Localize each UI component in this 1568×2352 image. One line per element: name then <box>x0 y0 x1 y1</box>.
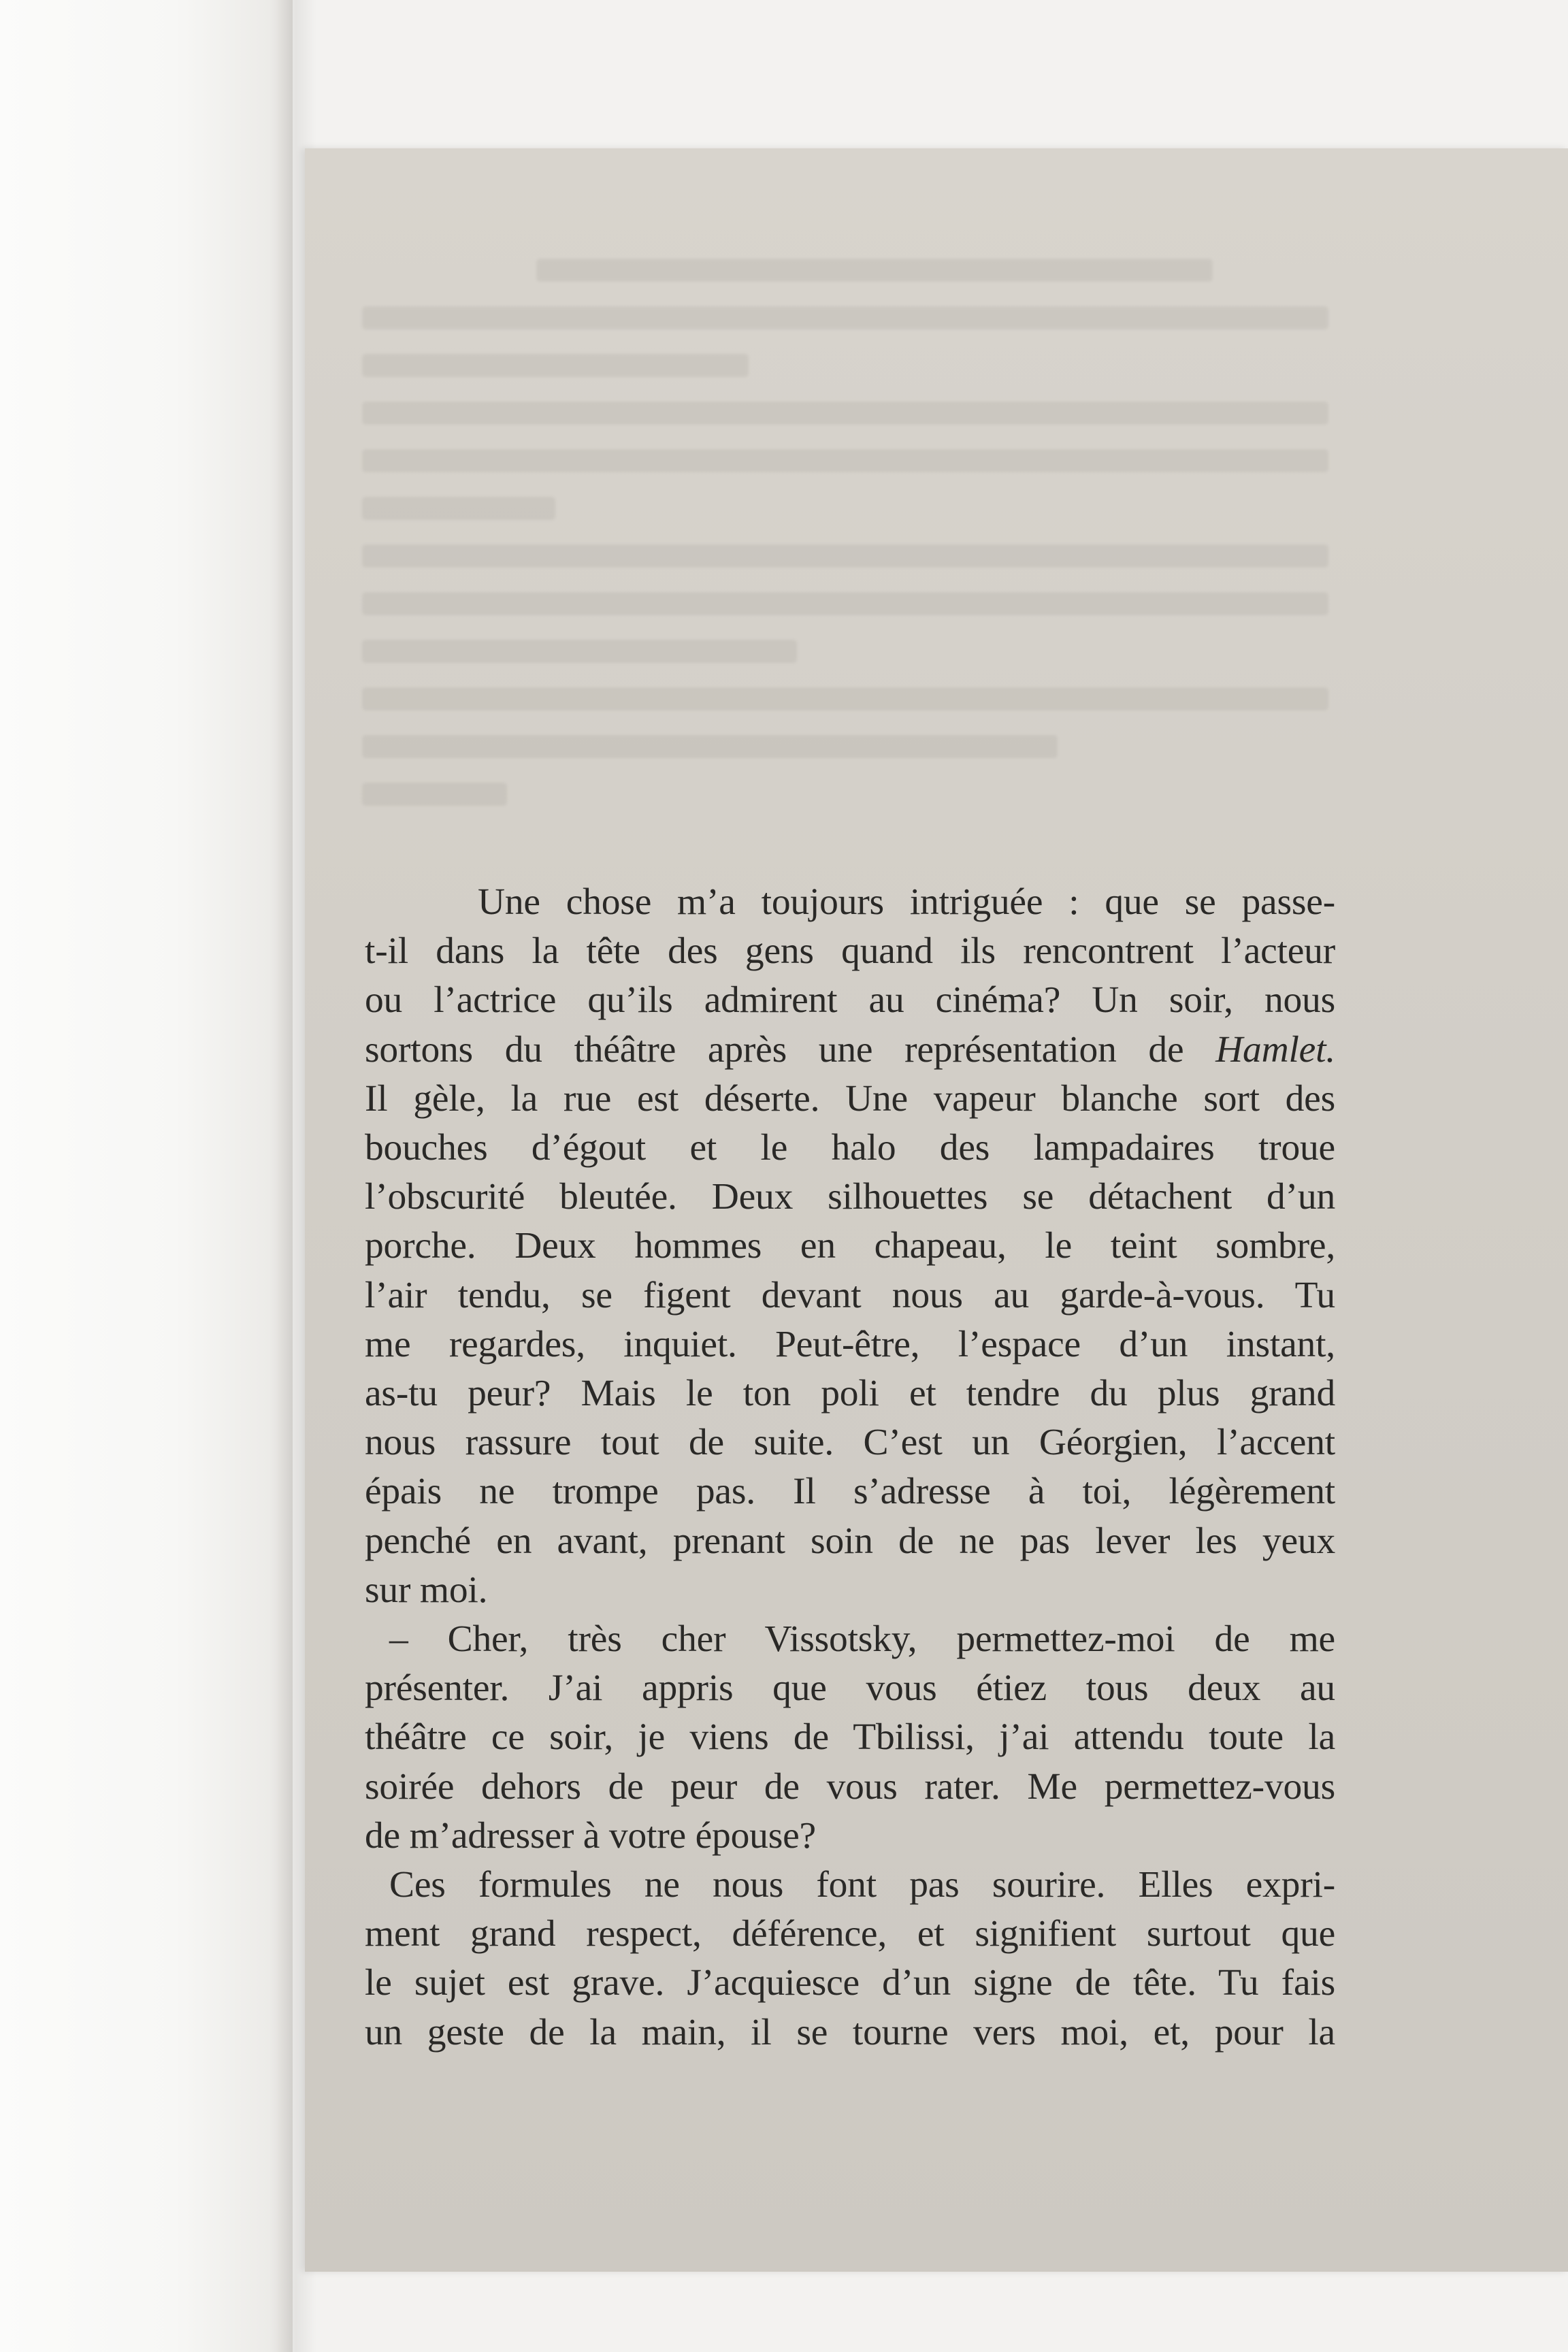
text-line: de m’adresser à votre épouse? <box>365 1814 816 1857</box>
paragraph-1 <box>365 878 1335 1615</box>
text-line: – Cher, très cher Vissotsky, permettez-moi de me <box>389 1618 1335 1661</box>
text-line: Une chose m’a toujours intriguée : que se passe- <box>478 881 1335 923</box>
show-through-text <box>362 259 1328 871</box>
text-line: me regardes, inquiet. Peut-être, l’espace d’un instant, <box>365 1323 1335 1365</box>
text-line: penché en avant, prenant soin de ne pas lever les yeux <box>365 1520 1335 1562</box>
italic-title: Hamlet. <box>1215 1028 1335 1071</box>
text-line: as-tu peur? Mais le ton poli et tendre du plus grand <box>365 1373 1335 1415</box>
text-line: porche. Deux hommes en chapeau, le teint sombre, <box>365 1225 1335 1267</box>
text-line-segment: sortons du théâtre après une représentation de <box>365 1028 1216 1071</box>
paragraph-2 <box>365 1615 1335 1861</box>
paragraph-3 <box>365 1861 1335 2057</box>
text-line: ou l’actrice qu’ils admirent au cinéma? Un soir, nous <box>365 979 1335 1022</box>
text-line: ment grand respect, déférence, et signifient surtout que <box>365 1913 1335 1955</box>
left-page <box>0 0 293 2352</box>
text-line: sur moi. <box>365 1569 488 1611</box>
text-line: nous rassure tout de suite. C’est un Géorgien, l’accent <box>365 1422 1335 1464</box>
text-line: théâtre ce soir, je viens de Tbilissi, j’ai attendu toute la <box>365 1716 1335 1759</box>
text-line: le sujet est grave. J’acquiesce d’un signe de tête. Tu fais <box>365 1962 1335 2004</box>
text-line: soirée dehors de peur de vous rater. Me permettez-vous <box>365 1765 1335 1808</box>
text-line: bouches d’égout et le halo des lampadaires troue <box>365 1127 1335 1169</box>
text-line: un geste de la main, il se tourne vers moi, et, pour la <box>365 2011 1335 2053</box>
text-line: l’air tendu, se figent devant nous au garde-à-vous. Tu <box>365 1274 1335 1316</box>
body-text <box>365 878 1335 2057</box>
text-line: t-il dans la tête des gens quand ils rencontrent l’acteur <box>365 930 1335 973</box>
text-line: l’obscurité bleutée. Deux silhouettes se détachent d’un <box>365 1176 1335 1218</box>
text-line: Il gèle, la rue est déserte. Une vapeur blanche sort des <box>365 1077 1335 1120</box>
text-line: épais ne trompe pas. Il s’adresse à toi, légèrement <box>365 1471 1335 1513</box>
text-line: Ces formules ne nous font pas sourire. Elles expri- <box>389 1864 1335 1906</box>
text-line <box>365 1026 1335 1075</box>
text-line: présenter. J’ai appris que vous étiez tous deux au <box>365 1667 1335 1710</box>
